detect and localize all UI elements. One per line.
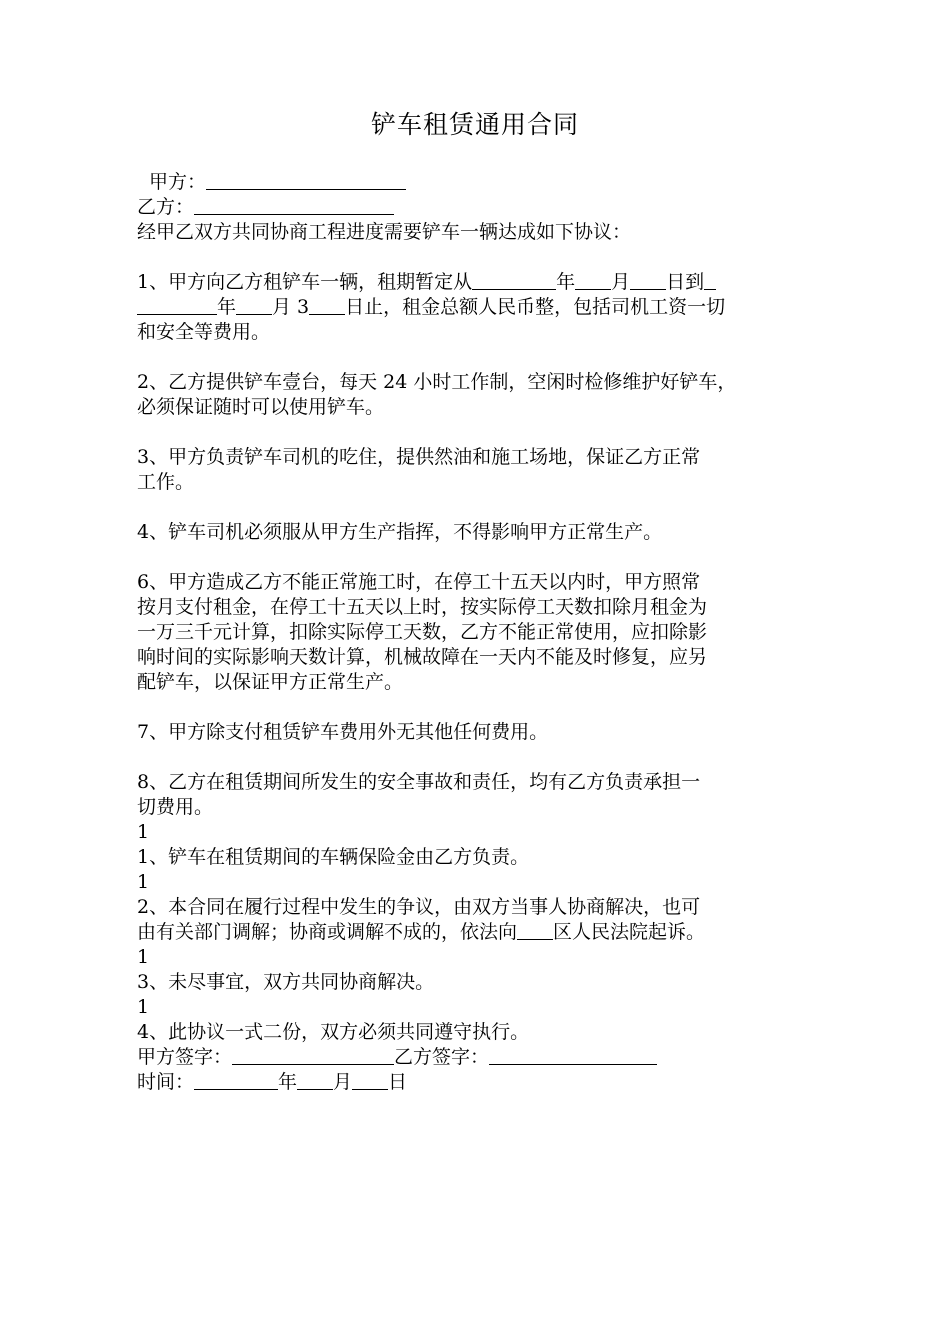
clause-1-line-2 xyxy=(137,295,817,320)
document-body xyxy=(137,170,817,1095)
extra-item-4: 4、此协议一式二份，双方必须共同遵守执行。 xyxy=(137,1021,530,1043)
extra-item-2-text-a: 由有关部门调解；协商或调解不成的，依法向 xyxy=(137,921,518,943)
spacer xyxy=(137,420,817,445)
start-day-blank xyxy=(630,270,666,290)
clause-6-line-3: 一万三千元计算，扣除实际停工天数，乙方不能正常使用，应扣除影 xyxy=(137,621,708,643)
clause-8-line-2: 切费用。 xyxy=(137,796,214,818)
clause-1-text-a: 1、甲方向乙方租铲车一辆，租期暂定从 xyxy=(137,271,473,293)
extra-item-1: 1、铲车在租赁期间的车辆保险金由乙方负责。 xyxy=(137,846,530,868)
party-a-sign-label: 甲方签字： xyxy=(137,1046,233,1068)
party-b-line xyxy=(137,195,817,220)
extra-item-2-line-1: 2、本合同在履行过程中发生的争议，由双方当事人协商解决，也可 xyxy=(137,896,701,918)
court-district-blank xyxy=(517,920,553,940)
month-label: 月 xyxy=(333,1071,353,1093)
end-year-blank xyxy=(137,295,217,315)
party-a-label: 甲方： xyxy=(149,171,207,193)
document-title: 铲车租赁通用合同 xyxy=(370,110,579,139)
party-b-label: 乙方： xyxy=(137,196,195,218)
extra-item-2-line-2 xyxy=(137,920,817,945)
party-b-sign-label: 乙方签字： xyxy=(394,1046,490,1068)
spacer xyxy=(137,345,817,370)
party-a-line xyxy=(137,170,817,195)
clause-8-line-1: 8、乙方在租赁期间所发生的安全事故和责任，均有乙方负责承担一 xyxy=(137,771,701,793)
clause-7-line-1: 7、甲方除支付租赁铲车费用外无其他任何费用。 xyxy=(137,721,549,743)
signature-line xyxy=(137,1045,817,1070)
sign-year-blank xyxy=(194,1070,278,1090)
clause-3-line-2: 工作。 xyxy=(137,471,195,493)
clause-2-line-1: 2、乙方提供铲车壹台，每天 24 小时工作制，空闲时检修维护好铲车， xyxy=(137,371,737,393)
party-b-blank xyxy=(194,195,394,215)
day-label: 日 xyxy=(388,1071,408,1093)
clause-6-line-2: 按月支付租金，在停工十五天以上时，按实际停工天数扣除月租金为 xyxy=(137,596,708,618)
start-year-blank xyxy=(472,270,556,290)
clause-1-text-e: 年 xyxy=(217,296,237,318)
end-year-blank-start xyxy=(704,270,716,290)
date-line xyxy=(137,1070,817,1095)
clause-1-text-f: 月 3 xyxy=(272,296,310,318)
extra-item-2-text-b: 区人民法院起诉。 xyxy=(553,921,706,943)
party-a-sign-blank xyxy=(232,1045,394,1065)
clause-4-line-1: 4、铲车司机必须服从甲方生产指挥，不得影响甲方正常生产。 xyxy=(137,521,663,543)
clause-1-line-3: 和安全等费用。 xyxy=(137,321,271,343)
sign-month-blank xyxy=(297,1070,333,1090)
clause-2-line-2: 必须保证随时可以使用铲车。 xyxy=(137,396,385,418)
clause-3-line-1: 3、甲方负责铲车司机的吃住，提供然油和施工场地，保证乙方正常 xyxy=(137,446,701,468)
clause-1-line-1 xyxy=(137,270,817,295)
spacer xyxy=(137,745,817,770)
extra-item-3: 3、未尽事宜，双方共同协商解决。 xyxy=(137,971,435,993)
marker-3: 1 xyxy=(137,946,150,968)
sign-day-blank xyxy=(352,1070,388,1090)
marker-2: 1 xyxy=(137,871,150,893)
spacer xyxy=(137,245,817,270)
clause-1-text-g: 日止，租金总额人民币整，包括司机工资一切 xyxy=(345,296,726,318)
year-label: 年 xyxy=(278,1071,298,1093)
clause-6-line-1: 6、甲方造成乙方不能正常施工时，在停工十五天以内时，甲方照常 xyxy=(137,571,701,593)
intro-text: 经甲乙双方共同协商工程进度需要铲车一辆达成如下协议： xyxy=(137,221,632,243)
party-b-sign-blank xyxy=(489,1045,657,1065)
time-label: 时间： xyxy=(137,1071,195,1093)
spacer xyxy=(137,695,817,720)
end-month-blank xyxy=(236,295,272,315)
party-a-blank xyxy=(206,170,406,190)
clause-6-line-5: 配铲车，以保证甲方正常生产。 xyxy=(137,671,404,693)
marker-4: 1 xyxy=(137,996,150,1018)
clause-1-text-d: 日到 xyxy=(666,271,705,293)
marker-1: 1 xyxy=(137,821,150,843)
end-day-blank xyxy=(309,295,345,315)
clause-1-text-c: 月 xyxy=(611,271,631,293)
spacer xyxy=(137,545,817,570)
start-month-blank xyxy=(575,270,611,290)
spacer xyxy=(137,495,817,520)
clause-6-line-4: 响时间的实际影响天数计算，机械故障在一天内不能及时修复，应另 xyxy=(137,646,708,668)
clause-1-text-b: 年 xyxy=(556,271,576,293)
